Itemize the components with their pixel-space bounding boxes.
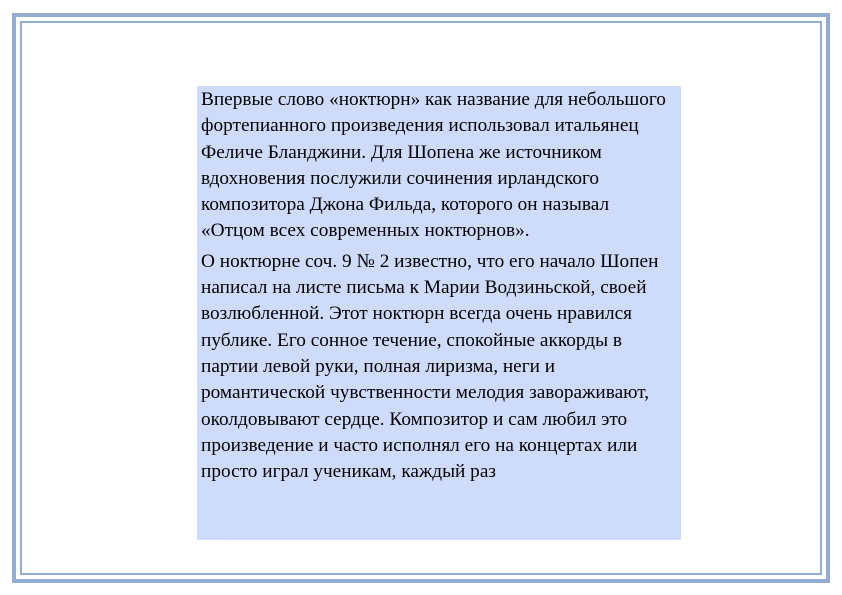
paragraph-intro: Впервые слово «ноктюрн» как название для небольшого фортепианного произведения использовал итальянец Феличе Бланджини. Для Шопена же источником вдохновения послужили сочинения ирландского композитора Джона Фильда, которого он называл «Отцом всех современных ноктюрнов». bbox=[201, 89, 666, 242]
text-box bbox=[197, 86, 681, 540]
paragraph-nocturne-op9-no2: О ноктюрне соч. 9 № 2 известно, что его начало Шопен написал на листе письма к Марии Водзиньской, своей возлюбленной. Этот ноктюрн всегда очень нравился публике. Его сонное течение, спокойные аккорды в партии левой руки, полная лиризма, неги и романтической чувственности мелодия завораживают, околдовывают сердце. Композитор и сам любил это произведение и часто исполнял его на концертах или просто играл ученикам, каждый раз bbox=[201, 250, 659, 483]
